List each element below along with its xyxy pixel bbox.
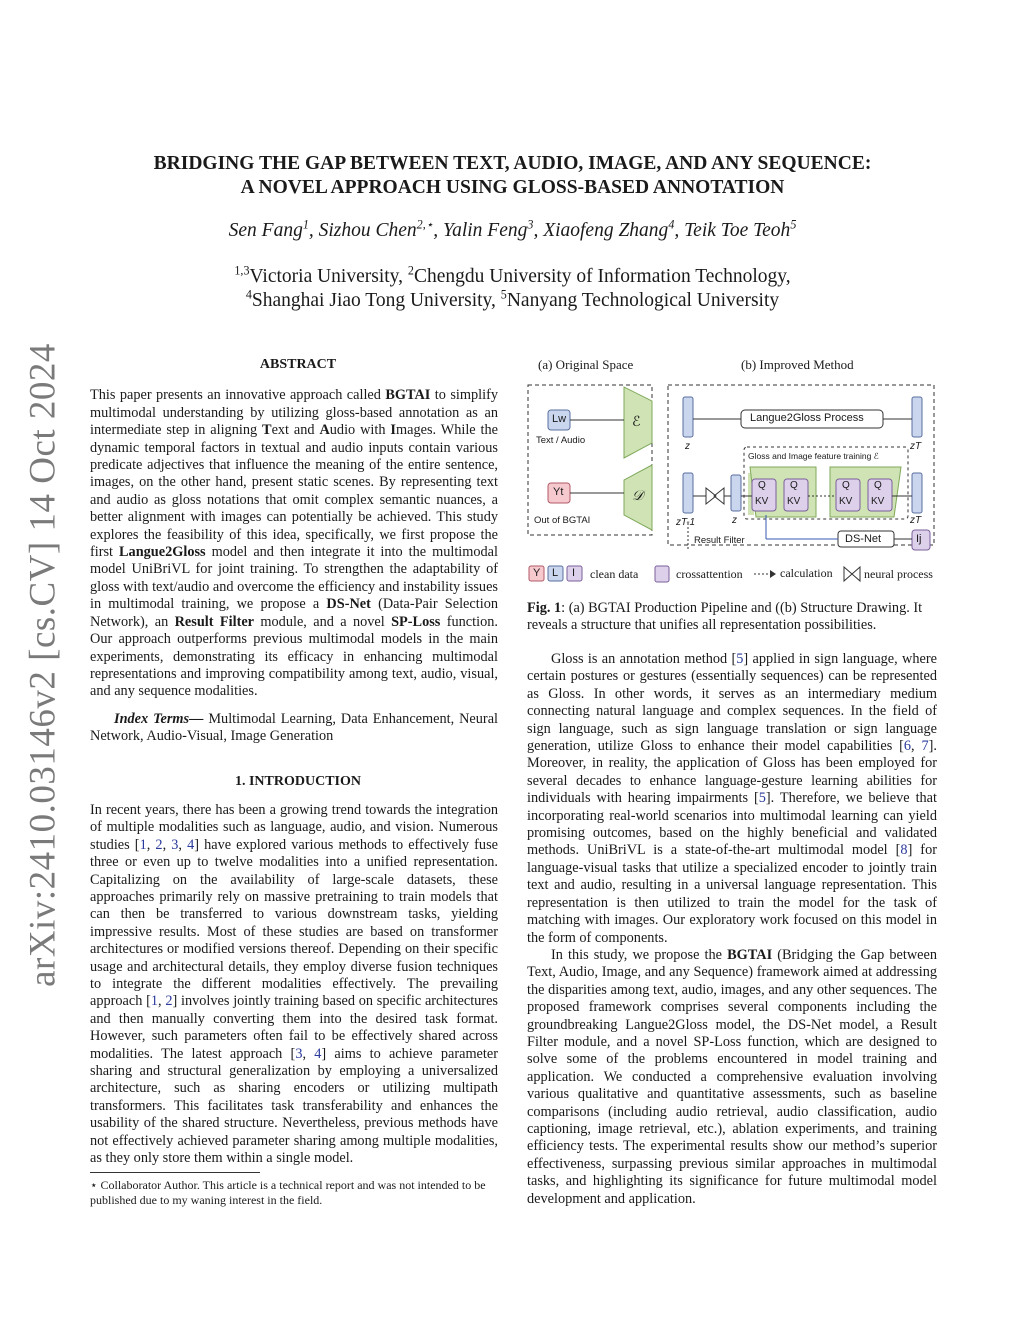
result-filter-label: Result Filter: [694, 535, 745, 546]
left-column: [90, 356, 498, 1167]
fig-label-a: (a) Original Space: [538, 357, 634, 372]
z-bar: [912, 473, 922, 513]
figure-caption: [527, 600, 937, 635]
arxiv-side-stamp: [18, 343, 68, 987]
right-paragraph-1: Gloss is an annotation method [5] applied in sign language, where certain postures or gestures (essentially sequences) can be represented as Gloss. In other words, it serves as an intermediary medium connecting natural language and complex sequences. In the field of sign language, such as sign language translation or sign language generation, utilize Gloss to enhance their model capabilities [6, 7]. Moreover, in reality, the application of Gloss has been employed for several decades to enhance language-gesture learning abilities for individuals with hearing impairments [5]. Therefore, we believe that incorporating real-world scenarios into multimodal learning can yield promising outcomes, based on the highly beneficial and validated methods. UniBriVL is a state-of-the-art multimodal model [8] for language-visual tasks that utilize a specialized encoder to jointly train text and audio, resulting in a universal language representation. This representation is then utilized to train the model for the task of matching with images. Our exploratory work focused on this model in the form of components.: [527, 651, 938, 946]
affil-sup: 4: [245, 287, 252, 302]
citation-link[interactable]: 7: [921, 738, 929, 755]
citation-link[interactable]: 1: [150, 993, 159, 1010]
zT-label: zT: [910, 515, 922, 526]
fig-label-b: (b) Improved Method: [741, 357, 854, 372]
q-label: Q: [758, 480, 766, 491]
arxiv-id: arXiv:2410.03146v2 [cs.CV] 14 Oct 2024: [22, 343, 64, 987]
title-line-1: BRIDGING THE GAP BETWEEN TEXT, AUDIO, IMAGE, AND ANY SEQUENCE:: [153, 153, 872, 174]
citation-link[interactable]: 8: [900, 842, 908, 859]
intro-heading: 1. INTRODUCTION: [234, 773, 361, 789]
affiliation: Victoria University,: [249, 266, 408, 287]
zT-label: zT: [910, 441, 922, 452]
author-sup: 5: [790, 217, 797, 232]
caption-text: : (a) BGTAI Production Pipeline and ((b) Structure Drawing. It reveals a structure that unifies all representation possibilities.: [527, 600, 923, 634]
gloss-training-label: Gloss and Image feature training ℰ: [748, 451, 879, 461]
affil-sup: 5: [500, 287, 507, 302]
paper-title: [90, 152, 935, 200]
legend-bowtie: [844, 567, 852, 581]
citation-link[interactable]: 2: [155, 836, 163, 853]
title-line-2: A NOVEL APPROACH USING GLOSS-BASED ANNOTATION: [240, 177, 785, 198]
legend-qkv-box: [655, 566, 669, 582]
author-sup: 1: [302, 217, 309, 232]
right-paragraph-2: In this study, we propose the BGTAI (Bridging the Gap between Text, Audio, Image, and any Sequence) framework aimed at addressing the disparities among text, audio, images, and any other sequences. The proposed framework comprises several components including the groundbreaking Langue2Gloss model, the DS-Net model, a Result Filter module, and a novel SP-Loss function, which are designed to solve some of the problems encountered in model training and application. We conducted a comprehensive evaluation involving various qualitative and quantitative assessments, such as baseline comparisons (including audio retrieval, audio classification, audio captioning, image retrieval, etc.), ablation experiments, and training efficiency tests. The experimental results show our method’s superior effectiveness, surpassing previous similar approaches in multimodal tasks, and highlighting its significance for future multimodal model development and application.: [527, 946, 938, 1207]
q-label: Q: [790, 480, 798, 491]
citation-link[interactable]: 4: [314, 1045, 322, 1062]
kv-label: KV: [787, 496, 801, 507]
encoder-label: ℰ: [632, 413, 641, 429]
author: Sizhou Chen: [318, 220, 417, 241]
q-label: Q: [874, 480, 882, 491]
dsnet-label: DS-Net: [845, 533, 882, 545]
citation-link[interactable]: 6: [903, 738, 912, 755]
citation-link[interactable]: 5: [758, 790, 766, 807]
author: Sen Fang: [228, 220, 303, 241]
ij-label: Ij: [916, 533, 922, 545]
legend-i: I: [572, 567, 576, 579]
author-sup: 4: [668, 217, 675, 232]
affil-sup: 2: [407, 263, 414, 278]
author: Xiaofeng Zhang: [543, 220, 669, 241]
out-bgtai-label: Out of BGTAI: [534, 515, 591, 526]
q-label: Q: [842, 480, 850, 491]
text-audio-label: Text / Audio: [536, 435, 586, 446]
author-list: Sen Fang$^1$, Sizhou Chen$^{2,⋆}$, Yalin Feng$^3$, Xiaofeng Zhang$^4$, Teik Toe Teoh$^5$: [228, 217, 797, 241]
lw-label: Lw: [552, 413, 567, 425]
z-label: z: [685, 441, 690, 452]
author-sup: 2,⋆: [416, 217, 434, 232]
kv-label: KV: [839, 496, 853, 507]
affiliations: [90, 265, 935, 313]
legend-arrowhead: [770, 570, 776, 578]
decoder-label: 𝒟: [632, 487, 644, 503]
improved-method-box: [668, 385, 934, 545]
legend-y: Y: [533, 567, 541, 579]
abstract-text: This paper presents an innovative approach called BGTAI to simplify multimodal understanding by utilizing gloss-based annotation as an intermediate step in aligning Text and Audio with Images. While the dynamic temporal factors in textual and audio inputs contain various predicate adjectives that influence the meaning of the entire sentence, images, on the other hand, present static scenes. By representing text and audio as gloss notations that omit complex semantic nuances, a better alignment with images can potentially be achieved. This study explores the feasibility of this idea, specifically, we first propose the first Langue2Gloss model and then integrate it into the multimodal model UniBriVL for joint training. To strengthen the adaptability of gloss with text/audio and overcome the efficiency and instability issues in multimodal training, we propose a DS-Net (Data-Pair Selection Network), an Result Filter module, and a novel SP-Loss function. Our approach outperforms previous multimodal models in the main experiments, demonstrating its efficacy in enhancing multimodal representations and improving compatibility among text, audio, visual, and any sequence modalities.: [90, 387, 498, 700]
z-label: z: [732, 515, 737, 526]
author-sup: 3: [527, 217, 534, 232]
zT1-label: zT-1: [676, 517, 696, 528]
legend-bowtie: [852, 567, 860, 581]
author: Yalin Feng: [443, 220, 528, 241]
affiliation: Chengdu University of Information Technology,: [413, 266, 791, 287]
figure-diagram: [526, 355, 941, 590]
affiliation: Nanyang Technological University: [506, 290, 780, 311]
z-bar: [683, 473, 693, 513]
right-column: [527, 651, 937, 1208]
z-bar: [912, 397, 922, 437]
z-bar: [731, 475, 741, 511]
affiliation: Shanghai Jiao Tong University,: [251, 290, 501, 311]
intro-text: In recent years, there has been a growing trend towards the integration of multiple modalities such as language, audio, and vision. Numerous studies [1, 2, 3, 4] have explored various methods to effectively fuse three or even up to twelve modalities into a unified representation. Capitalizing on the availability of large-scale datasets, these approaches primarily rely on massive pretraining to train models that can then be transferred to various downstream tasks, yielding impressive results. Most of these studies are based on transformer architectures or modified versions thereof. Depending on their specific usage and architectural details, they employ diverse fusion techniques to integrate the different modalities effectively. The prevailing approach [1, 2] involves jointly training based on specific architectures and then manually converting them into the desired task format. However, such parameters often fail to be effectively shared across modalities. The latest approach [3, 4] aims to achieve parameter sharing and structural generalization by employing a universalized architecture, such as sharing encoders or utilizing multipath transformers. This facilitates task transferability and enhances the usability of the shared structure. Nevertheless, previous methods have not effectively achieved parameter sharing among multiple modalities, as they only store them within a single model.: [90, 801, 498, 1167]
abstract-heading: ABSTRACT: [259, 357, 337, 372]
legend-cross: crossattention: [676, 567, 743, 581]
citation-link[interactable]: 1: [139, 836, 147, 853]
z-bar: [683, 397, 693, 437]
figure-1: [526, 355, 941, 590]
index-terms: Index Terms— Multimodal Learning, Data Enhancement, Neural Network, Audio-Visual, Image Generation: [90, 710, 499, 745]
citation-link[interactable]: 5: [736, 651, 744, 667]
legend-neural: neural process: [864, 567, 933, 581]
citation-link[interactable]: 4: [187, 836, 195, 853]
yt-label: Yt: [553, 486, 564, 498]
caption-label: Fig. 1: [527, 600, 562, 616]
kv-label: KV: [871, 496, 885, 507]
affil-sup: 1,3: [234, 263, 250, 278]
legend-clean: clean data: [590, 567, 639, 581]
legend-l: L: [552, 567, 559, 579]
citation-link[interactable]: 2: [165, 993, 173, 1010]
citation-link[interactable]: 3: [171, 836, 179, 853]
footnote: ⋆ Collaborator Author. This article is a technical report and was not intended to be published due to my waning interest in the field.: [90, 1178, 486, 1207]
footnote-rule: [90, 1172, 260, 1173]
author: Teik Toe Teoh: [684, 220, 791, 241]
citation-link[interactable]: 3: [295, 1045, 303, 1062]
langue2gloss-label: Langue2Gloss Process: [750, 412, 864, 424]
legend-calc: calculation: [780, 566, 833, 580]
kv-label: KV: [755, 496, 769, 507]
